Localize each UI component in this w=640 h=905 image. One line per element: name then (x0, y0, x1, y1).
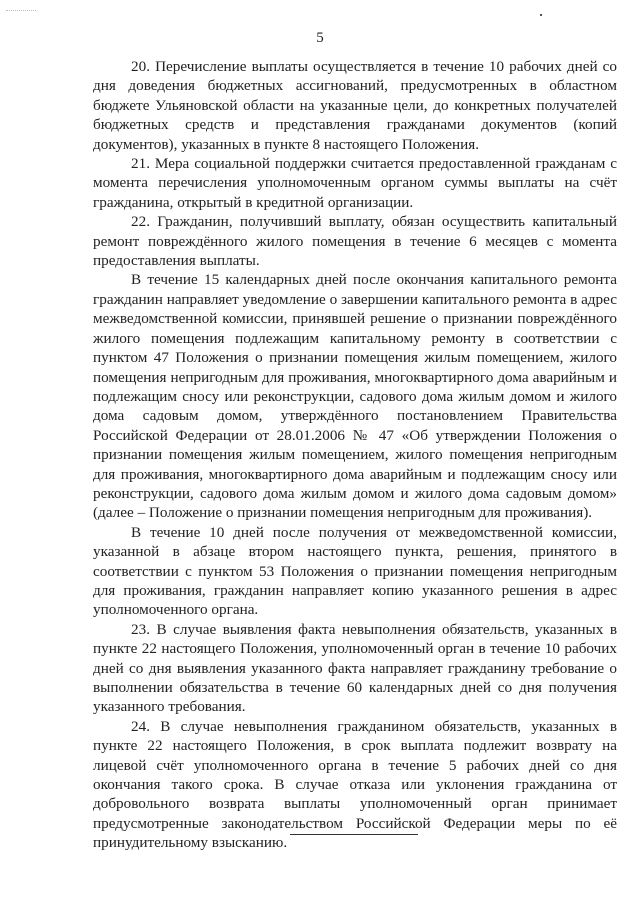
paragraph-22: 22. Гражданин, получивший выплату, обязан осуществить капитальный ремонт повреждённого жилого помещения в течение 6 месяцев с момента предоставления выплаты. (93, 213, 617, 270)
paragraph-23: 23. В случае выявления факта невыполнения обязательств, указанных в пункте 22 настоящего Положения, уполномоченный орган в течение 10 рабочих дней со дня выявления указанного факта направляет гражданину требование о выполнении обязательства в течение 60 календарных дней со дня получения указанного требования. (93, 620, 617, 716)
paragraph-22-notification: В течение 15 календарных дней после окончания капитального ремонта гражданин направляет уведомление о завершении капитального ремонта в адрес межведомственной комиссии, принявшей решение о признании повреждённого жилого помещения подлежащим капитальному ремонту в соответствии с пунктом 47 Положения о признании помещения жилым помещением, жилого помещения непригодным для проживания, многоквартирного дома аварийным и подлежащим сносу или реконструкции, садового дома жилым домом и жилого дома садовым домом, утверждённого постановлением Правительства Российской Федерации от 28.01.2006 № 47 «Об утверждении Положения о признании помещения жилым помещением, жилого помещения непригодным для проживания, многоквартирного дома аварийным и подлежащим сносу или реконструкции, садового дома жилым домом и жилого дома садовым домом» (далее – Положение о признании помещения непригодным для проживания). (93, 271, 617, 522)
paragraph-24: 24. В случае невыполнения гражданином обязательств, указанных в пункте 22 настоящего Положения, в срок выплата подлежит возврату на лицевой счёт уполномоченного органа в течение 5 рабочих дней со дня окончания такого срока. В случае отказа или уклонения гражданина от добровольного возврата выплаты уполномоченный орган принимает предусмотренные законодательством Российской Федерации меры по её принудительному взысканию. (93, 717, 617, 852)
end-of-text-divider (290, 834, 418, 835)
document-body (93, 57, 617, 853)
page-number: 5 (316, 30, 324, 46)
scan-edge-mark (6, 10, 36, 11)
scan-dot (540, 14, 542, 16)
paragraph-20: 20. Перечисление выплаты осуществляется в течение 10 рабочих дней со дня доведения бюджетных ассигнований, предусмотренных в областном бюджете Ульяновской области на указанные цели, до конкретных получателей бюджетных средств и представления гражданами документов (копий документов), указанных в пункте 8 настоящего Положения. (93, 58, 617, 153)
paragraph-21: 21. Мера социальной поддержки считается предоставленной гражданам с момента перечисления уполномоченным органом суммы выплаты на счёт гражданина, открытый в кредитной организации. (93, 155, 617, 211)
paragraph-22-decision-copy: В течение 10 дней после получения от межведомственной комиссии, указанной в абзаце втором настоящего пункта, решения, принятого в соответствии с пунктом 53 Положения о признании помещения непригодным для проживания, гражданин направляет копию указанного решения в адрес уполномоченного органа. (93, 523, 617, 619)
